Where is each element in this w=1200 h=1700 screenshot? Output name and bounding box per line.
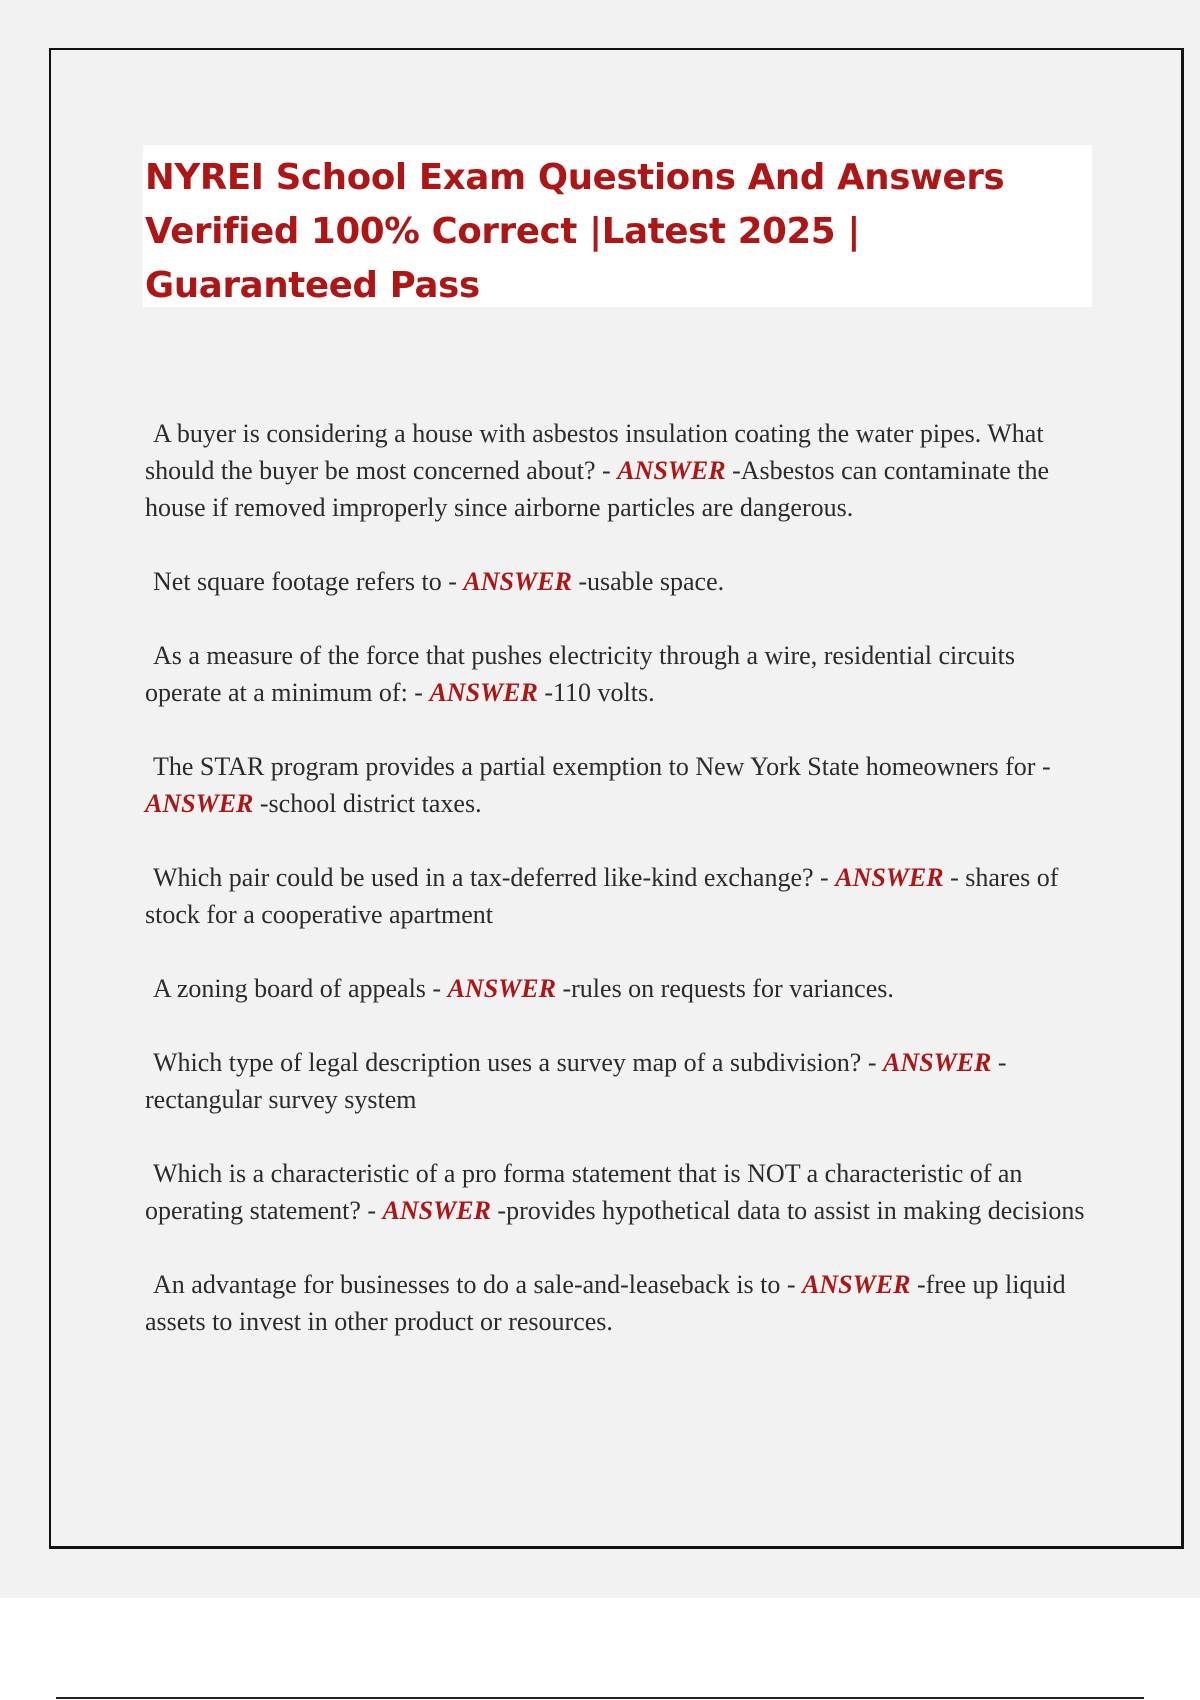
answer-label: ANSWER [463, 567, 572, 596]
answer-label: ANSWER [617, 456, 726, 485]
qa-item [145, 748, 1095, 822]
answer-text: -provides hypothetical data to assist in making decisions [490, 1196, 1085, 1225]
qa-item [145, 1266, 1095, 1340]
question-text: Which is a characteristic of a pro forma statement that is NOT a characteristic of an operating statement? - [145, 1159, 1023, 1225]
question-text: A zoning board of appeals - [153, 974, 448, 1003]
answer-label: ANSWER [835, 863, 944, 892]
qa-list [145, 415, 1095, 1377]
answer-text: -Asbestos can contaminate the house if removed improperly since airborne particles are dangerous. [145, 456, 1050, 522]
answer-label: ANSWER [882, 1048, 992, 1077]
qa-item [145, 970, 1095, 1007]
question-text: As a measure of the force that pushes electricity through a wire, residential circuits operate at a minimum of: - [145, 641, 1016, 707]
answer-label: ANSWER [447, 974, 556, 1003]
question-text: Which pair could be used in a tax-deferred like-kind exchange? - [153, 863, 836, 892]
answer-text: -usable space. [571, 567, 725, 596]
question-text: Net square footage refers to - [153, 567, 464, 596]
document-title: NYREI School Exam Questions And Answers Verified 100% Correct |Latest 2025 | Guaranteed Pass [145, 157, 1005, 306]
answer-text: - shares of stock for a cooperative apartment [145, 863, 1059, 929]
question-text: A buyer is considering a house with asbestos insulation coating the water pipes. What should the buyer be most concerned about? - [145, 419, 1044, 485]
answer-text: - rectangular survey system [145, 1048, 1007, 1114]
qa-item [145, 1044, 1095, 1118]
qa-item [145, 859, 1095, 933]
question-text: Which type of legal description uses a survey map of a subdivision? - [153, 1048, 883, 1077]
answer-text: -rules on requests for variances. [555, 974, 894, 1003]
question-text: An advantage for businesses to do a sale-and-leaseback is to - [153, 1270, 803, 1299]
answer-label: ANSWER [429, 678, 538, 707]
answer-label: ANSWER [802, 1270, 911, 1299]
qa-item [145, 415, 1095, 526]
qa-item [145, 1155, 1095, 1229]
page-divider [56, 1697, 1144, 1699]
answer-text: -110 volts. [537, 678, 655, 707]
answer-label: ANSWER [382, 1196, 491, 1225]
question-text: The STAR program provides a partial exemption to New York State homeowners for - [153, 752, 1051, 781]
answer-label: ANSWER [145, 789, 254, 818]
answer-text: -free up liquid assets to invest in other product or resources. [145, 1270, 1066, 1336]
answer-text: -school district taxes. [253, 789, 482, 818]
title-box [143, 145, 1092, 307]
qa-item [145, 563, 1095, 600]
qa-item [145, 637, 1095, 711]
